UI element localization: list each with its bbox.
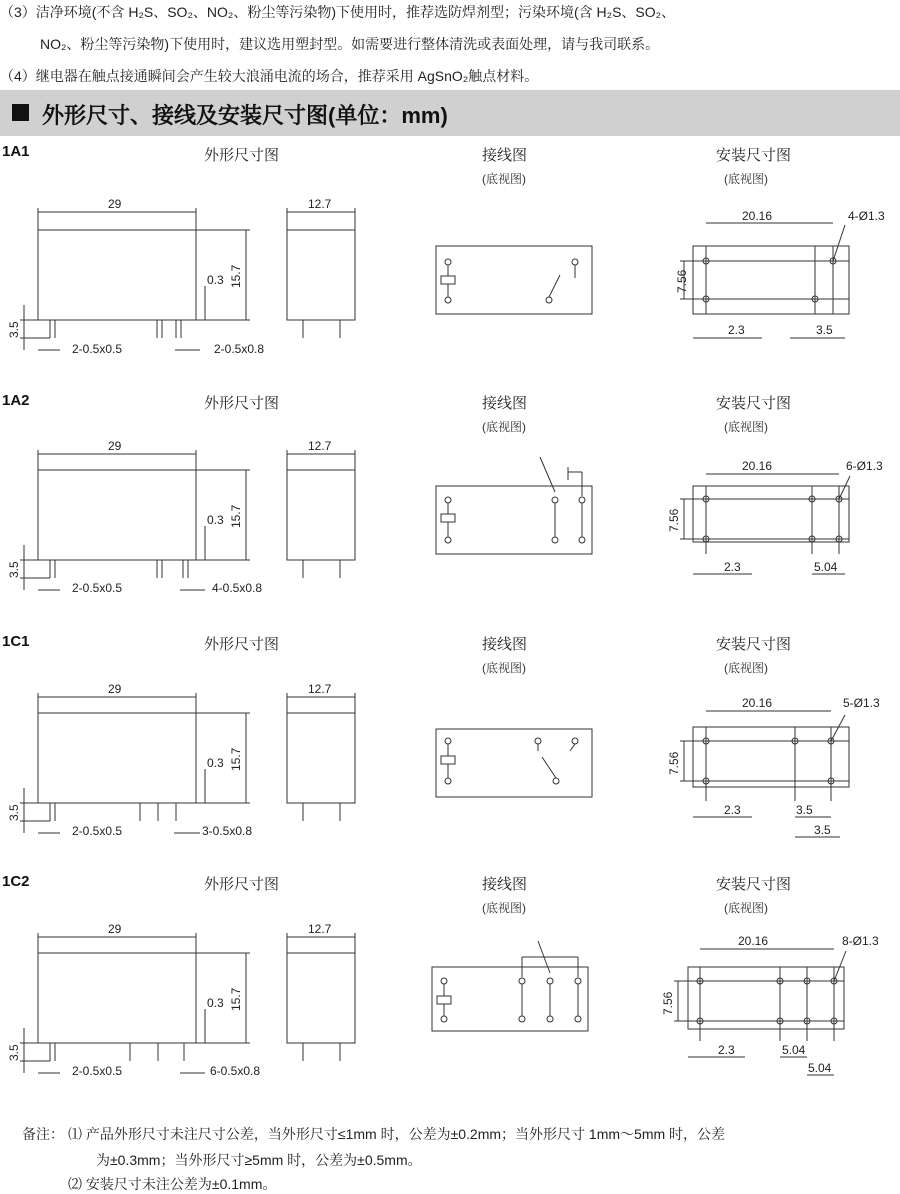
dim-length: 29 <box>108 682 122 696</box>
outline-label: 外形尺寸图 <box>204 147 280 164</box>
dim-length: 29 <box>108 922 122 936</box>
footnote-prefix: 备注： <box>22 1126 64 1142</box>
footnote-1-line-1: ⑴ 产品外形尺寸未注尺寸公差，当外形尺寸≤1mm 时，公差为±0.2mm；当外形尺寸 1mm～5mm 时，公差 <box>68 1126 726 1142</box>
bottom-view-label: (底视图) <box>482 661 526 675</box>
mounting-label: 安装尺寸图 <box>716 395 792 412</box>
dim-coil-pins: 2-0.5x0.5 <box>72 824 123 838</box>
drawing-1c1 <box>0 675 900 845</box>
bottom-view-label: (底视图) <box>482 901 526 915</box>
dim-width: 12.7 <box>308 439 332 453</box>
dim-hole-pitch-2: 5.04 <box>808 1061 832 1075</box>
dim-row-gap: 7.56 <box>675 269 689 293</box>
dim-hole-pitch: 3.5 <box>796 803 813 817</box>
drawing-1a2 <box>0 432 900 602</box>
relay-body-front <box>38 470 196 560</box>
drawing-1c2 <box>0 915 900 1085</box>
dim-hole-span: 20.16 <box>738 934 769 948</box>
dim-height: 15.7 <box>229 504 243 528</box>
dim-holes: 4-Ø1.3 <box>848 209 885 223</box>
dim-hole-pitch: 5.04 <box>814 560 838 574</box>
dim-hole-span: 20.16 <box>742 459 773 473</box>
dim-contact-pins: 2-0.5x0.8 <box>214 342 265 356</box>
bottom-view-label: (底视图) <box>724 661 768 675</box>
dim-pin-length: 3.5 <box>7 321 21 338</box>
dim-hole-span: 20.16 <box>742 209 773 223</box>
dim-hole-offset: 2.3 <box>718 1043 735 1057</box>
dim-hole-pitch: 3.5 <box>816 323 833 337</box>
dim-gap: 0.3 <box>207 513 224 527</box>
mounting-label: 安装尺寸图 <box>716 876 792 893</box>
dim-hole-pitch-2: 3.5 <box>814 823 831 837</box>
mounting-outline <box>688 967 844 1029</box>
footnote-1-line-2: 为±0.3mm；当外形尺寸≥5mm 时，公差为±0.5mm。 <box>96 1152 422 1168</box>
relay-body-front <box>38 713 196 803</box>
dim-pin-length: 3.5 <box>7 1044 21 1061</box>
dim-holes: 5-Ø1.3 <box>843 696 880 710</box>
dim-hole-offset: 2.3 <box>724 560 741 574</box>
bottom-view-label: (底视图) <box>724 901 768 915</box>
dim-coil-pins: 2-0.5x0.5 <box>72 342 123 356</box>
dim-length: 29 <box>108 439 122 453</box>
relay-body-front <box>38 230 196 320</box>
dim-length: 29 <box>108 197 122 211</box>
dim-hole-offset: 2.3 <box>728 323 745 337</box>
dim-contact-pins: 4-0.5x0.8 <box>212 581 263 595</box>
section-banner <box>0 90 900 136</box>
dim-height: 15.7 <box>229 987 243 1011</box>
relay-body-side <box>287 230 355 320</box>
dim-hole-pitch: 5.04 <box>782 1043 806 1057</box>
square-bullet-icon <box>12 104 29 121</box>
dim-row-gap: 7.56 <box>667 508 681 532</box>
mounting-outline <box>693 486 849 542</box>
note-3-line-2: NO₂、粉尘等污染物)下使用时，建议选用塑封型。如需要进行整体清洗或表面处理，请与我司联系。 <box>40 36 660 52</box>
section-code: 1A1 <box>2 143 30 160</box>
outline-label: 外形尺寸图 <box>204 636 280 653</box>
dim-width: 12.7 <box>308 197 332 211</box>
banner-title: 外形尺寸、接线及安装尺寸图(单位：mm) <box>42 103 448 128</box>
footnote-2: ⑵ 安装尺寸未注公差为±0.1mm。 <box>68 1176 277 1192</box>
section-code: 1C1 <box>2 633 30 650</box>
dim-gap: 0.3 <box>207 273 224 287</box>
relay-body-side <box>287 953 355 1043</box>
dim-contact-pins: 3-0.5x0.8 <box>202 824 253 838</box>
dim-gap: 0.3 <box>207 756 224 770</box>
relay-body-front <box>38 953 196 1043</box>
wiring-box <box>436 246 592 314</box>
section-code: 1A2 <box>2 392 30 409</box>
dim-pin-length: 3.5 <box>7 561 21 578</box>
dim-gap: 0.3 <box>207 996 224 1010</box>
bottom-view-label: (底视图) <box>482 172 526 186</box>
dim-hole-span: 20.16 <box>742 696 773 710</box>
note-4: （4）继电器在触点接通瞬间会产生较大浪涌电流的场合，推荐采用 AgSnO₂触点材料。 <box>0 68 539 84</box>
mounting-outline <box>693 727 849 787</box>
outline-label: 外形尺寸图 <box>204 876 280 893</box>
dim-height: 15.7 <box>229 747 243 771</box>
dim-pin-length: 3.5 <box>7 804 21 821</box>
wiring-box <box>436 486 592 554</box>
dim-hole-offset: 2.3 <box>724 803 741 817</box>
bottom-view-label: (底视图) <box>724 172 768 186</box>
mounting-label: 安装尺寸图 <box>716 147 792 164</box>
dim-holes: 8-Ø1.3 <box>842 934 879 948</box>
dim-width: 12.7 <box>308 922 332 936</box>
wiring-box <box>432 967 588 1031</box>
relay-body-side <box>287 470 355 560</box>
outline-label: 外形尺寸图 <box>204 395 280 412</box>
wiring-label: 接线图 <box>482 876 528 893</box>
dim-height: 15.7 <box>229 264 243 288</box>
wiring-label: 接线图 <box>482 395 528 412</box>
section-code: 1C2 <box>2 873 30 890</box>
dim-contact-pins: 6-0.5x0.8 <box>210 1064 261 1078</box>
wiring-label: 接线图 <box>482 147 528 164</box>
dim-holes: 6-Ø1.3 <box>846 459 883 473</box>
note-3-line-1: （3）洁净环境(不含 H₂S、SO₂、NO₂、粉尘等污染物)下使用时，推荐选防焊剂型；污染环境(含 H₂S、SO₂、 <box>0 4 676 20</box>
dim-coil-pins: 2-0.5x0.5 <box>72 1064 123 1078</box>
dim-coil-pins: 2-0.5x0.5 <box>72 581 123 595</box>
bottom-view-label: (底视图) <box>724 420 768 434</box>
mounting-label: 安装尺寸图 <box>716 636 792 653</box>
wiring-box <box>436 729 592 797</box>
dim-row-gap: 7.56 <box>661 991 675 1015</box>
dim-width: 12.7 <box>308 682 332 696</box>
wiring-label: 接线图 <box>482 636 528 653</box>
drawing-1a1 <box>0 190 900 360</box>
relay-body-side <box>287 713 355 803</box>
mounting-outline <box>693 246 849 314</box>
dim-row-gap: 7.56 <box>667 751 681 775</box>
bottom-view-label: (底视图) <box>482 420 526 434</box>
